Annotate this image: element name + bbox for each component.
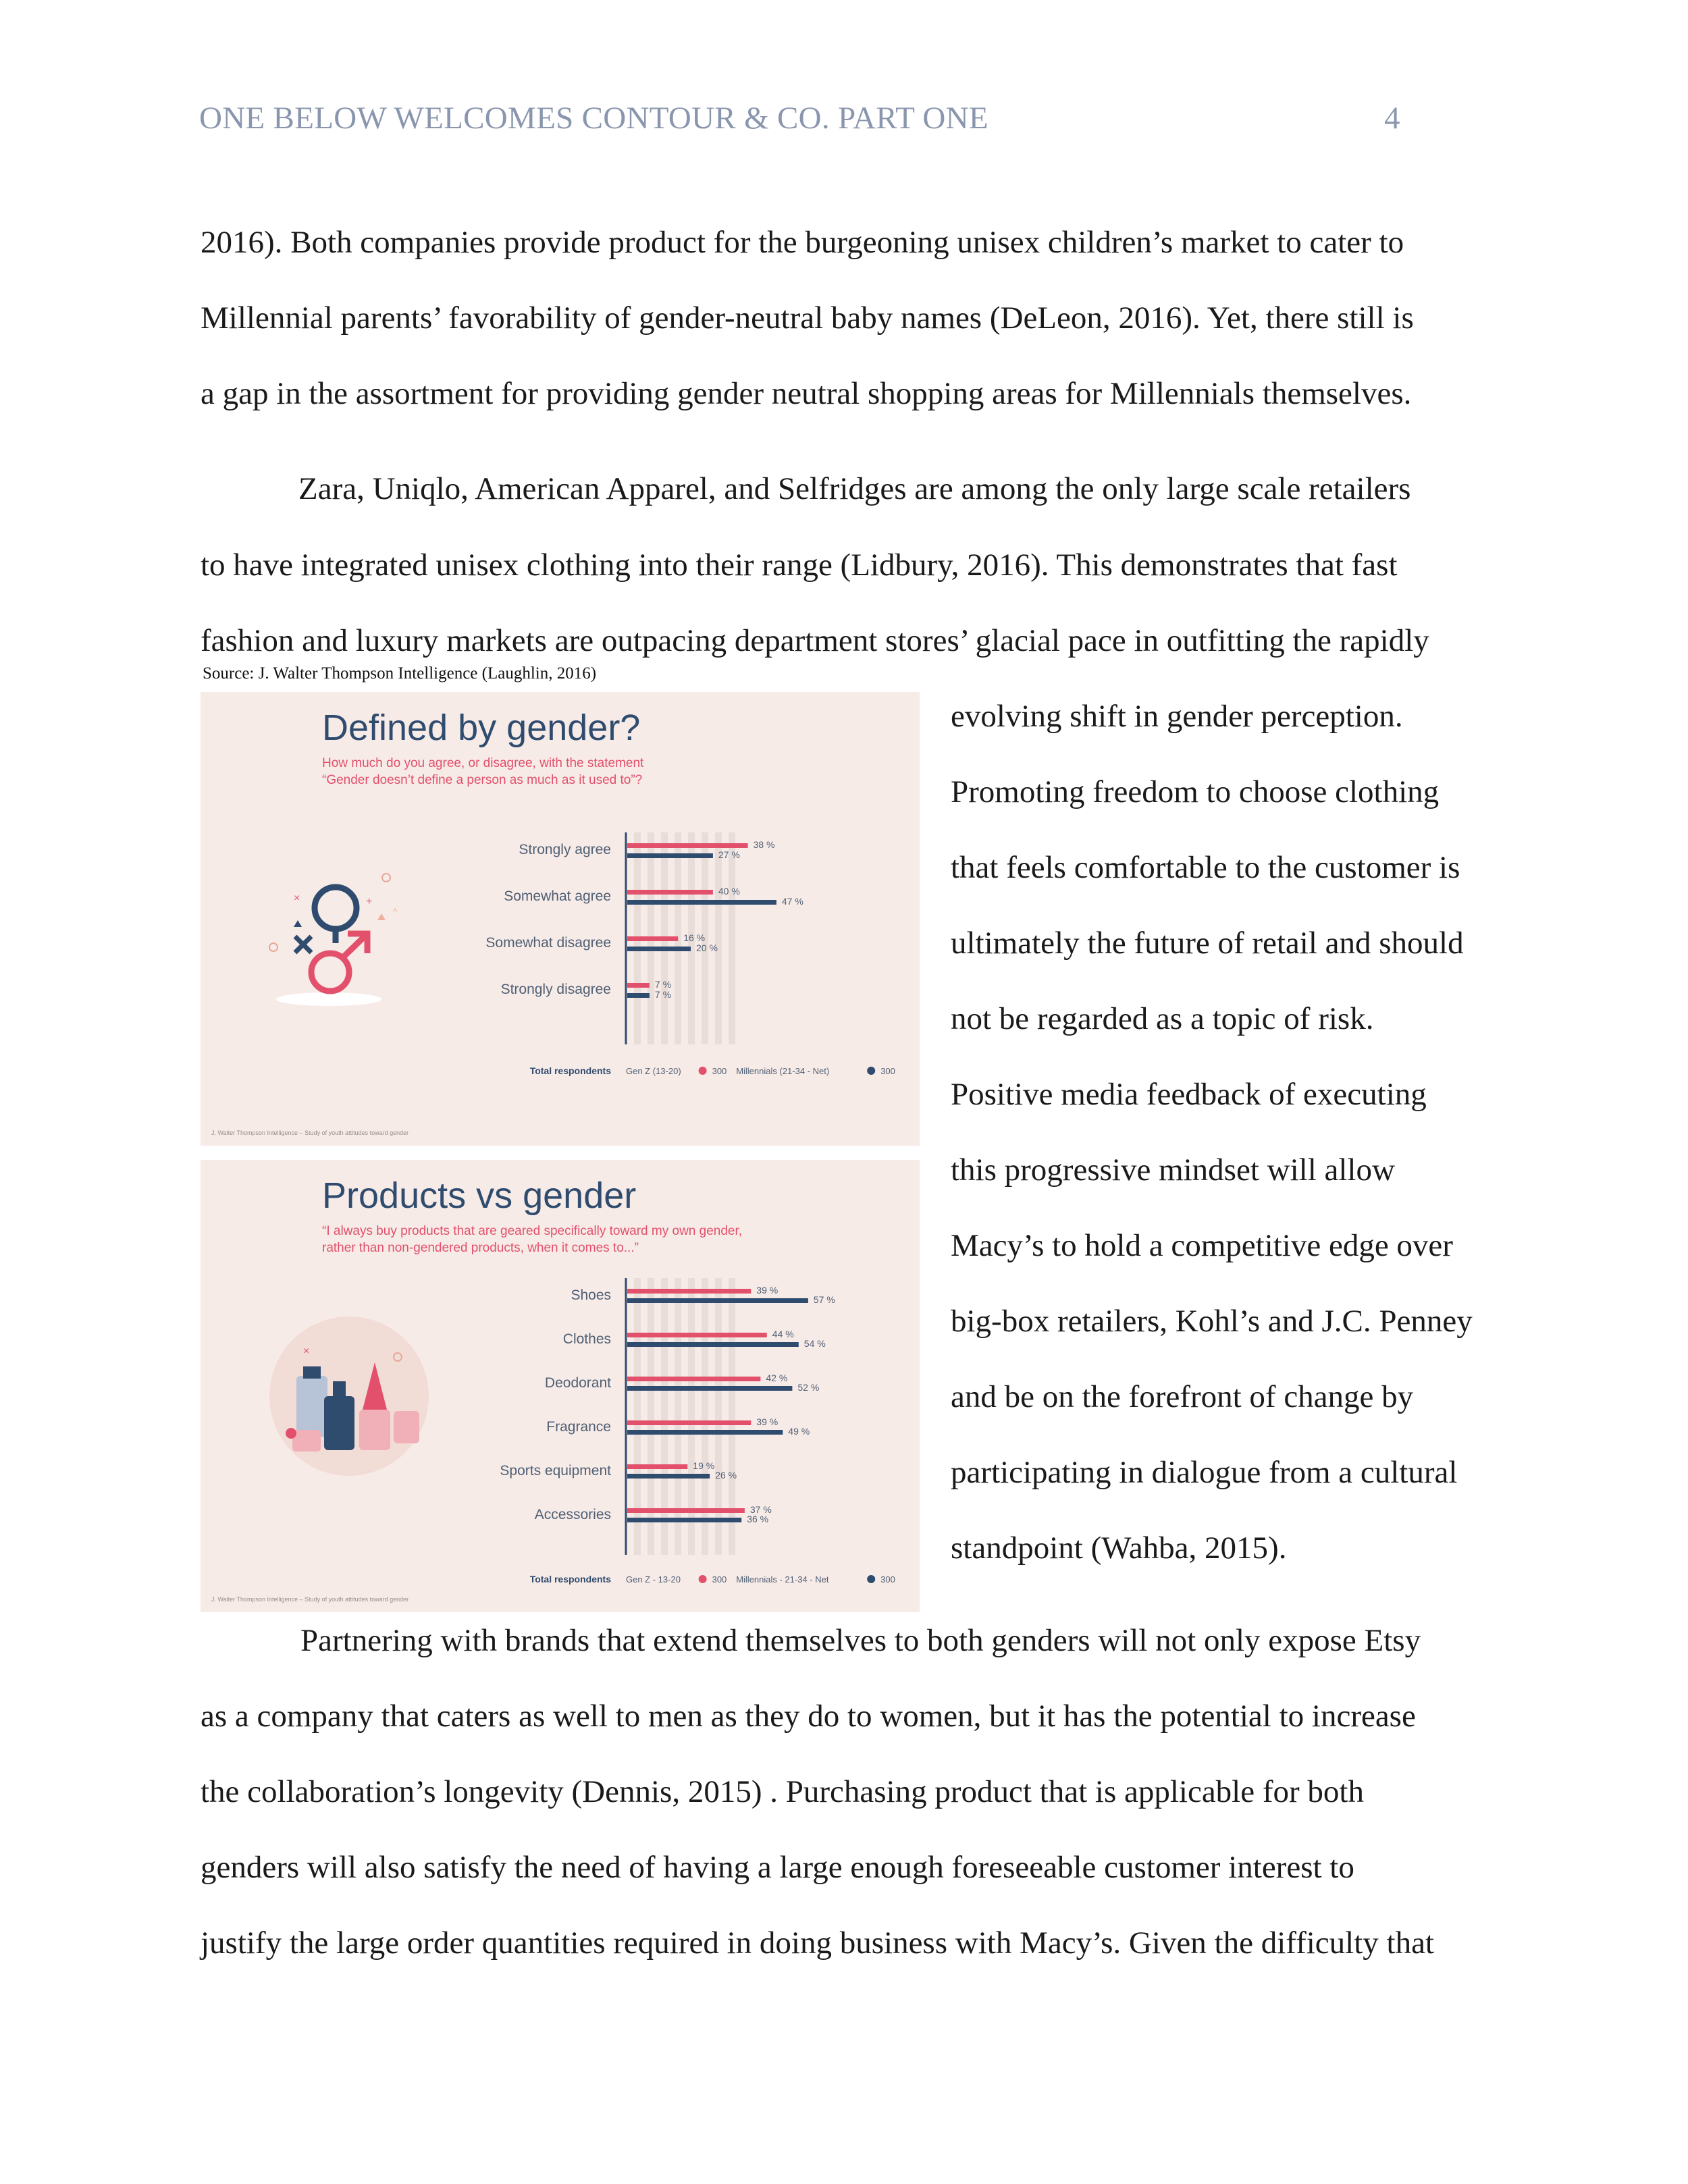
grid-stripe	[729, 1278, 735, 1555]
body-line: Positive media feedback of executing	[951, 1077, 1427, 1112]
data-label: 44 %	[772, 1329, 794, 1339]
category-label: Clothes	[562, 1331, 611, 1347]
figure-source-caption: Source: J. Walter Thompson Intelligence (Laughlin, 2016)	[203, 664, 597, 683]
legend-label: 300	[880, 1066, 895, 1076]
data-label: 39 %	[756, 1416, 779, 1427]
body-line: as a company that caters as well to men as they do to women, but it has the potential to increase	[201, 1699, 1416, 1734]
body-line: Promoting freedom to choose clothing	[951, 774, 1440, 809]
grid-stripe	[715, 832, 722, 1044]
category-label: Deodorant	[544, 1375, 611, 1391]
data-label: 57 %	[813, 1294, 835, 1305]
figure-subtitle-line: “Gender doesn’t define a person as much as it used to”?	[322, 773, 643, 787]
legend-label: Gen Z (13-20)	[626, 1066, 681, 1076]
bar	[627, 1333, 767, 1337]
page-number: 4	[1384, 101, 1400, 136]
data-label: 47 %	[781, 896, 803, 907]
chart-products-vs-gender	[201, 1160, 920, 1612]
legend-dot	[867, 1067, 875, 1075]
total-respondents-label: Total respondents	[529, 1574, 611, 1584]
category-label: Accessories	[534, 1507, 611, 1522]
bar	[627, 900, 776, 905]
figure-defined-by-gender	[201, 692, 920, 1146]
category-label: Strongly disagree	[500, 982, 611, 997]
figure-subtitle-line: How much do you agree, or disagree, with the statement	[322, 756, 644, 770]
body-line: Millennial parents’ favorability of gender-neutral baby names (DeLeon, 2016). Yet, there still is	[201, 300, 1414, 336]
bar	[627, 1430, 783, 1435]
body-line: standpoint (Wahba, 2015).	[951, 1530, 1287, 1566]
body-line: the collaboration’s longevity (Dennis, 2015) . Purchasing product that is applicable for both	[201, 1774, 1364, 1809]
body-line: genders will also satisfy the need of having a large enough foreseeable customer interest to	[201, 1850, 1354, 1885]
figure-title: Products vs gender	[322, 1175, 637, 1216]
grid-stripe	[661, 1278, 668, 1555]
data-label: 54 %	[803, 1338, 826, 1349]
bar	[627, 1508, 745, 1513]
running-head: ONE BELOW WELCOMES CONTOUR & CO. PART ONE	[199, 101, 988, 136]
legend-label: Millennials (21-34 - Net)	[736, 1066, 830, 1076]
grid-stripe	[715, 1278, 722, 1555]
chart-defined-by-gender	[201, 692, 920, 1146]
data-label: 7 %	[654, 979, 672, 990]
grid-stripe	[648, 1278, 654, 1555]
grid-stripe	[634, 1278, 641, 1555]
category-label: Sports equipment	[500, 1463, 611, 1479]
legend-dot	[699, 1067, 707, 1075]
data-label: 38 %	[753, 839, 775, 850]
total-respondents-label: Total respondents	[529, 1065, 611, 1076]
data-label: 20 %	[696, 942, 718, 953]
figure-title: Defined by gender?	[322, 708, 641, 748]
grid-stripe	[729, 832, 735, 1044]
body-line: big-box retailers, Kohl’s and J.C. Penney	[951, 1304, 1473, 1339]
figure-footer: J. Walter Thompson Intelligence – Study of youth attitudes toward gender	[211, 1129, 409, 1136]
category-label: Somewhat agree	[504, 888, 611, 904]
legend-label: Gen Z - 13-20	[626, 1574, 681, 1584]
data-label: 52 %	[797, 1382, 820, 1393]
grid-stripe	[675, 1278, 681, 1555]
figure-subtitle-line: “I always buy products that are geared specifically toward my own gender,	[322, 1224, 743, 1238]
legend-label: 300	[712, 1574, 727, 1584]
legend-label: 300	[712, 1066, 727, 1076]
category-label: Somewhat disagree	[485, 935, 611, 951]
bar	[627, 1464, 687, 1469]
bar	[627, 1386, 792, 1391]
grid-stripe	[702, 1278, 708, 1555]
data-label: 39 %	[756, 1285, 779, 1296]
grid-stripe	[688, 1278, 695, 1555]
category-label: Shoes	[571, 1287, 611, 1303]
body-line: Zara, Uniqlo, American Apparel, and Selfridges are among the only large scale retailers	[298, 471, 1411, 506]
data-label: 49 %	[788, 1426, 810, 1437]
bar	[627, 1420, 751, 1425]
body-line: and be on the forefront of change by	[951, 1379, 1414, 1414]
body-line: 2016). Both companies provide product for the burgeoning unisex children’s market to cater to	[201, 225, 1404, 260]
svg-text:×: ×	[303, 1346, 310, 1357]
body-line: participating in dialogue from a cultural	[951, 1455, 1458, 1490]
bar	[627, 1289, 751, 1294]
bar	[627, 983, 650, 988]
category-label: Strongly agree	[519, 842, 611, 857]
body-line: not be regarded as a topic of risk.	[951, 1001, 1374, 1036]
figure-products-vs-gender	[201, 1160, 920, 1612]
data-label: 37 %	[749, 1504, 772, 1515]
data-label: 26 %	[715, 1470, 737, 1481]
body-line: Macy’s to hold a competitive edge over	[951, 1228, 1453, 1263]
svg-text:×: ×	[294, 893, 300, 904]
body-line: a gap in the assortment for providing gender neutral shopping areas for Millennials themselves.	[201, 376, 1412, 411]
bar	[627, 947, 691, 951]
bar	[627, 1342, 799, 1347]
data-label: 7 %	[654, 989, 672, 1000]
data-label: 27 %	[718, 849, 740, 860]
body-line: to have integrated unisex clothing into their range (Lidbury, 2016). This demonstrates that fast	[201, 548, 1398, 583]
bar	[627, 1474, 710, 1479]
data-label: 40 %	[718, 886, 740, 897]
svg-text:^: ^	[393, 906, 398, 917]
bar	[627, 890, 713, 895]
data-label: 19 %	[693, 1460, 715, 1471]
body-line: this progressive mindset will allow	[951, 1152, 1395, 1188]
bar	[627, 843, 748, 848]
legend-label: 300	[880, 1574, 895, 1584]
body-line: evolving shift in gender perception.	[951, 699, 1403, 734]
legend-dot	[699, 1575, 707, 1583]
category-label: Fragrance	[546, 1419, 611, 1435]
body-line: justify the large order quantities required in doing business with Macy’s. Given the difficulty that	[201, 1925, 1434, 1961]
legend-dot	[867, 1575, 875, 1583]
body-line: fashion and luxury markets are outpacing department stores’ glacial pace in outfitting the rapidly	[201, 623, 1429, 658]
legend-label: Millennials - 21-34 - Net	[736, 1574, 829, 1584]
body-line: Partnering with brands that extend themselves to both genders will not only expose Etsy	[300, 1623, 1421, 1658]
bar	[627, 1518, 741, 1522]
bar	[627, 993, 650, 998]
bar	[627, 1377, 760, 1381]
data-label: 42 %	[766, 1373, 788, 1383]
svg-text:+: +	[366, 896, 373, 907]
bar	[627, 936, 678, 941]
figure-footer: J. Walter Thompson Intelligence – Study of youth attitudes toward gender	[211, 1596, 409, 1603]
body-line: that feels comfortable to the customer is	[951, 850, 1460, 885]
body-line: ultimately the future of retail and should	[951, 926, 1464, 961]
data-label: 36 %	[747, 1514, 769, 1524]
bar	[627, 1298, 808, 1303]
figure-subtitle-line: rather than non-gendered products, when it comes to...”	[322, 1241, 639, 1255]
bar	[627, 853, 713, 858]
data-label: 16 %	[683, 932, 706, 943]
